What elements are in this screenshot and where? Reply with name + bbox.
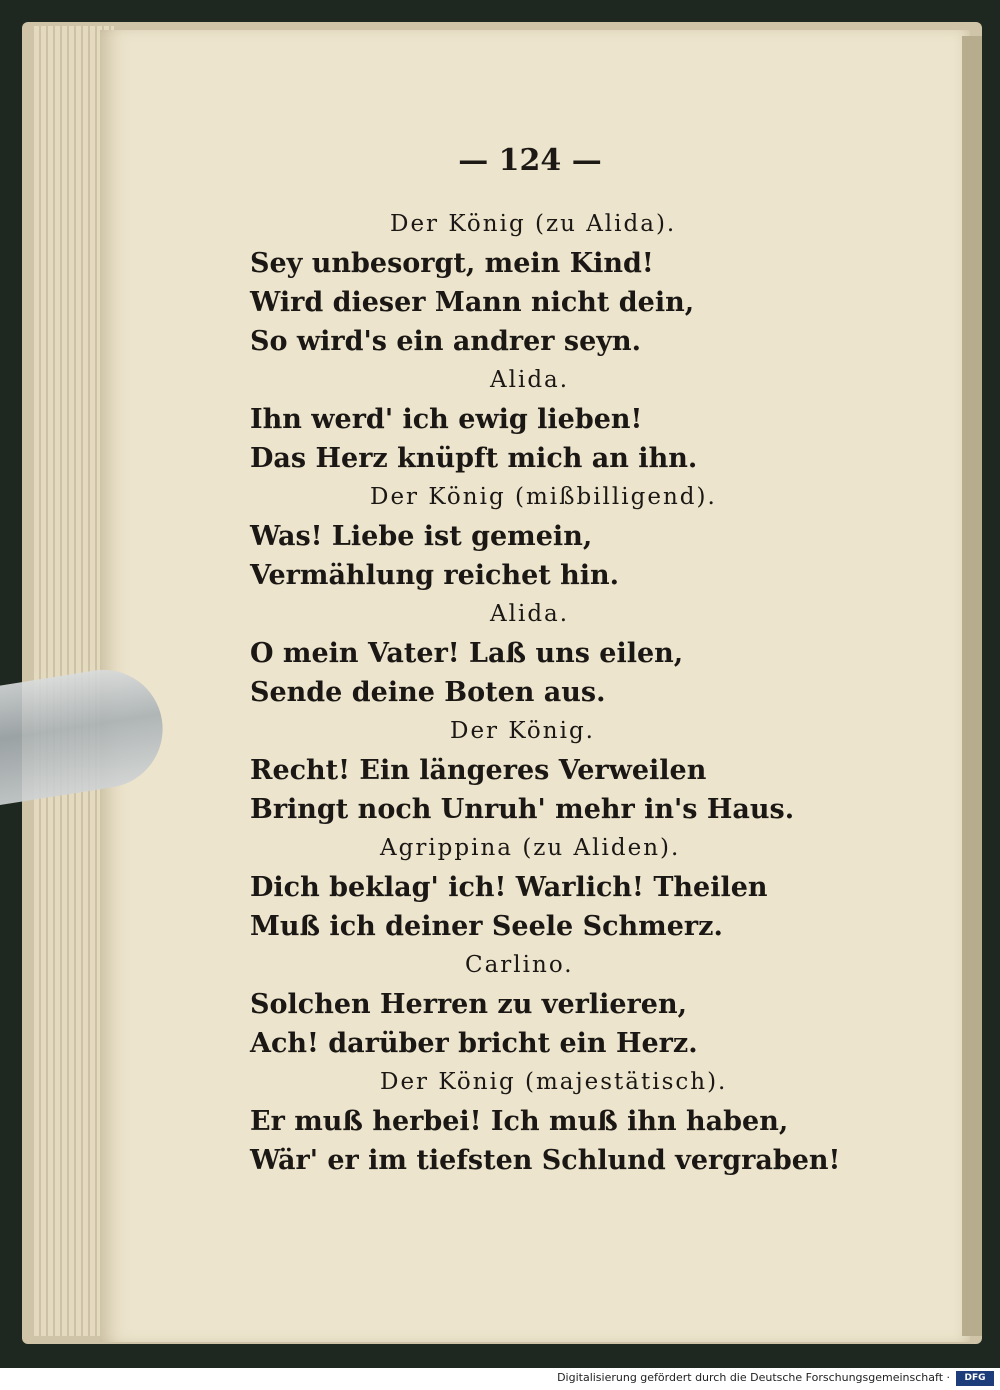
- verse-line: Sey unbesorgt, mein Kind!: [250, 248, 654, 279]
- verse-line: So wird's ein andrer seyn.: [250, 326, 641, 357]
- page-number: — 124 —: [458, 143, 602, 178]
- verse-line: Er muß herbei! Ich muß ihn haben,: [250, 1106, 789, 1137]
- speaker-heading: Der König.: [450, 718, 595, 744]
- verse-line: Was! Liebe ist gemein,: [250, 521, 593, 552]
- speaker-heading: Der König (majestätisch).: [380, 1069, 728, 1095]
- dfg-logo: DFG: [956, 1371, 994, 1386]
- verse-line: Ach! darüber bricht ein Herz.: [250, 1028, 698, 1059]
- facing-page-edge: [962, 36, 982, 1336]
- verse-line: Vermählung reichet hin.: [250, 560, 620, 591]
- verse-line: Solchen Herren zu verlieren,: [250, 989, 687, 1020]
- speaker-heading: Alida.: [490, 367, 570, 393]
- verse-line: Sende deine Boten aus.: [250, 677, 606, 708]
- verse-line: Wär' er im tiefsten Schlund vergraben!: [250, 1145, 841, 1176]
- verse-line: O mein Vater! Laß uns eilen,: [250, 638, 684, 669]
- verse-line: Muß ich deiner Seele Schmerz.: [250, 911, 723, 942]
- verse-line: Ihn werd' ich ewig lieben!: [250, 404, 643, 435]
- speaker-heading: Carlino.: [465, 952, 574, 978]
- footer-credit: Digitalisierung gefördert durch die Deutsche Forschungsgemeinschaft ·: [557, 1371, 950, 1384]
- speaker-heading: Der König (zu Alida).: [390, 211, 677, 237]
- speaker-heading: Agrippina (zu Aliden).: [380, 835, 681, 861]
- verse-line: Wird dieser Mann nicht dein,: [250, 287, 695, 318]
- text-block: [250, 205, 841, 1180]
- verse-line: Das Herz knüpft mich an ihn.: [250, 443, 698, 474]
- verse-line: Dich beklag' ich! Warlich! Theilen: [250, 872, 768, 903]
- footer-bar: [0, 1368, 1000, 1390]
- speaker-heading: Der König (mißbilligend).: [370, 484, 717, 510]
- speaker-heading: Alida.: [490, 601, 570, 627]
- verse-line: Bringt noch Unruh' mehr in's Haus.: [250, 794, 795, 825]
- verse-line: Recht! Ein längeres Verweilen: [250, 755, 707, 786]
